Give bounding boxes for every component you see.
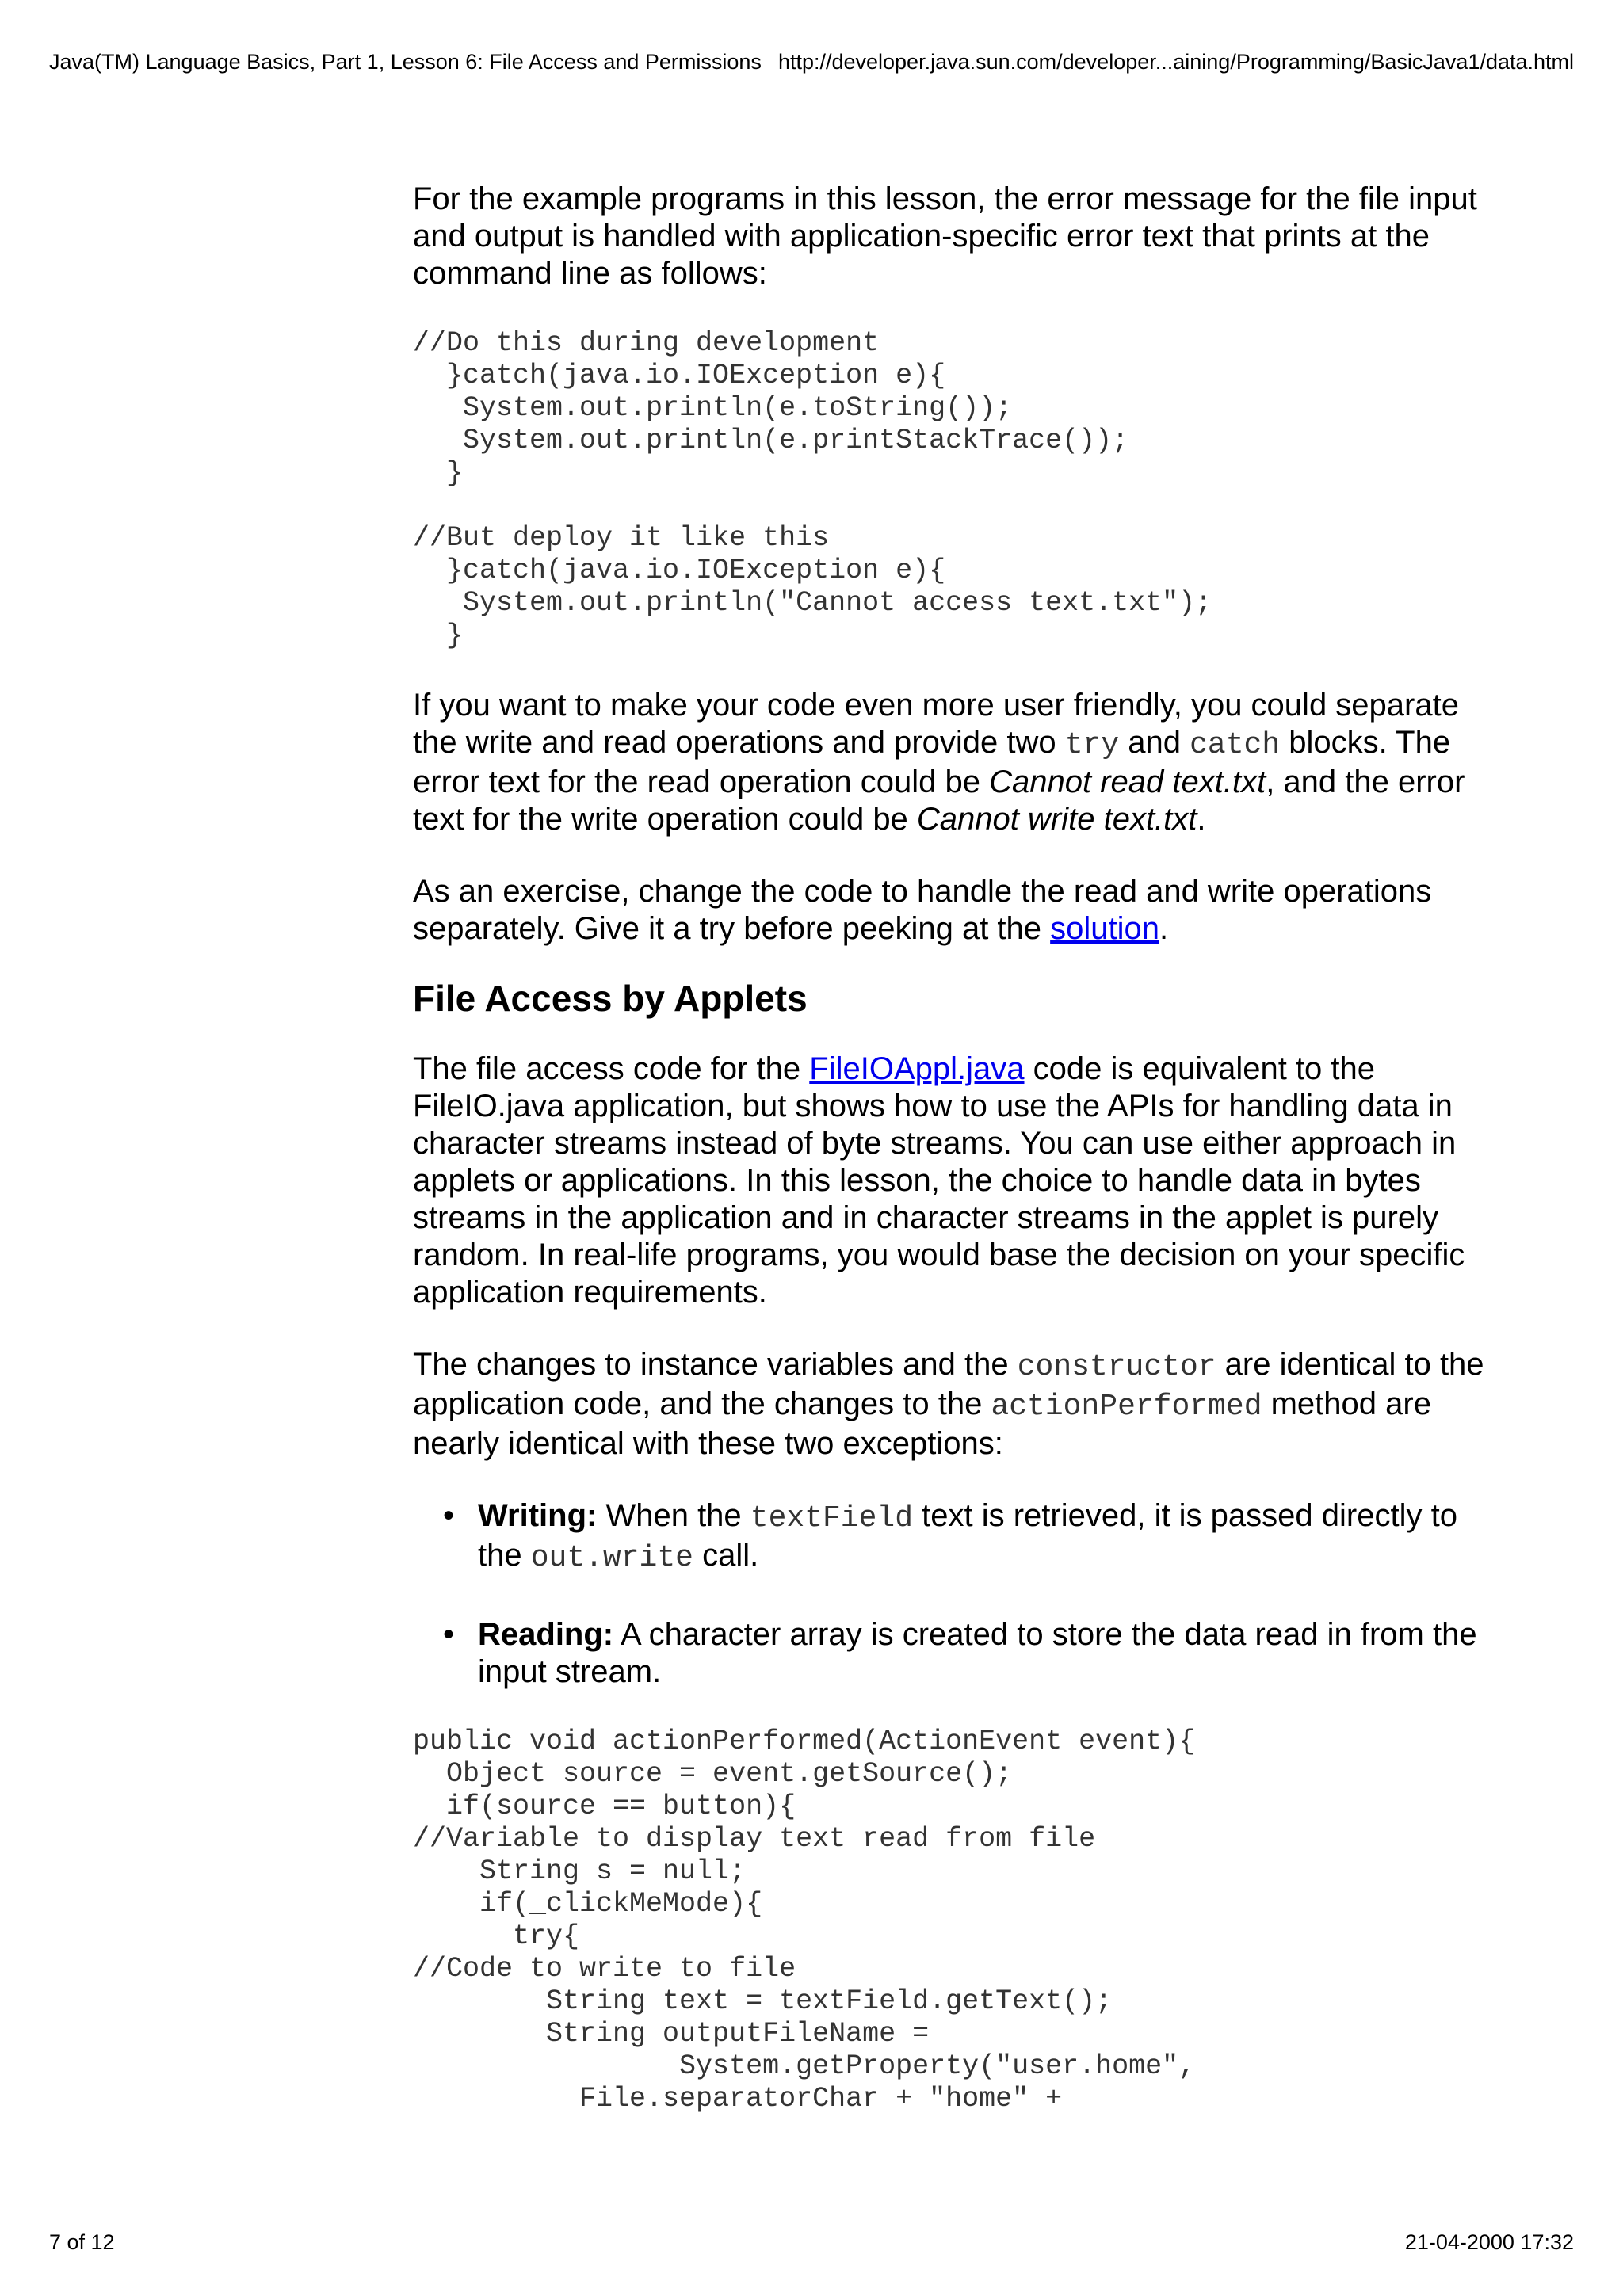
bullet-icon: • — [443, 1498, 455, 1533]
page-number: 7 of 12 — [49, 2230, 115, 2254]
header-title: Java(TM) Language Basics, Part 1, Lesson 6: File Access and Permissions — [49, 50, 762, 74]
text-span: A character array is created to store the data read in from the input stream. — [478, 1617, 1477, 1689]
text-span: call. — [693, 1538, 759, 1573]
list-item-reading — [413, 1616, 1491, 1691]
print-header — [49, 46, 1574, 78]
exceptions-list — [413, 1497, 1491, 1691]
text-span: The changes to instance variables and the — [413, 1347, 1018, 1382]
error-text-write: Cannot write text.txt — [916, 802, 1197, 837]
text-span: The file access code for the — [413, 1051, 810, 1086]
applet-access-paragraph — [413, 1051, 1491, 1311]
text-span: method are nearly identical with these two exceptions: — [413, 1386, 1431, 1461]
solution-link[interactable]: solution — [1050, 911, 1160, 946]
exercise-paragraph — [413, 873, 1491, 948]
user-friendly-paragraph — [413, 687, 1491, 838]
text-span: text is retrieved, it is passed directly to the — [478, 1498, 1457, 1573]
bullet-label: Writing: — [478, 1498, 598, 1533]
text-span: are identical to the application code, and the changes to the — [413, 1347, 1484, 1421]
text-span: . — [1159, 911, 1169, 946]
intro-paragraph: For the example programs in this lesson, the error message for the file input and output is handled with application-specific error text that prints at the command line as follows: — [413, 181, 1477, 291]
article-content — [413, 181, 1491, 2115]
text-span: If you want to make your code even more user friendly, you could separate the write and read operations and provide two — [413, 688, 1459, 760]
print-datetime: 21-04-2000 17:32 — [1404, 2230, 1574, 2254]
list-item-writing — [413, 1497, 1491, 1577]
fileioappl-link[interactable]: FileIOAppl.java — [809, 1051, 1025, 1086]
text-span: , and the error text for the write operation could be — [413, 765, 1465, 837]
error-handling-code-block: //Do this during development }catch(java.io.IOException e){ System.out.println(e.toString()); System.out.println(e.printStackTrace()); } //But deploy it like this }catch(java.io.IOException e){ System.out.println("Cannot access text.txt"); } — [413, 327, 1212, 651]
header-url: http://developer.java.sun.com/developer...aining/Programming/BasicJava1/data.html — [777, 50, 1574, 74]
text-span: . — [1197, 802, 1206, 837]
code-constructor: constructor — [1017, 1350, 1216, 1384]
code-actionperformed: actionPerformed — [991, 1390, 1262, 1424]
text-span: and — [1119, 725, 1190, 760]
section-heading: File Access by Applets — [413, 978, 808, 1019]
bullet-label: Reading: — [478, 1617, 614, 1652]
text-span: code is equivalent to the FileIO.java application, but shows how to use the APIs for handling data in character streams instead of byte streams. You can use either approach in applets or applications. In this lesson, the choice to handle data in bytes streams in the application and in character streams in the applet is purely random. In real-life programs, you would base the decision on your specific application requirements. — [413, 1051, 1465, 1310]
action-performed-code-block: public void actionPerformed(ActionEvent event){ Object source = event.getSource(); if(source == button){ //Variable to display text read from file String s = null; if(_clickMeMode){ try{ //Code to write to file String text = textField.getText(); String outputFileName = System.getProperty("user.home", File.separatorChar + "home" + — [413, 1726, 1196, 2115]
text-span: As an exercise, change the code to handle the read and write operations separately. Give it a try before peeking at the — [413, 874, 1432, 946]
list-spacer — [413, 1577, 1491, 1616]
code-textfield: textField — [750, 1501, 914, 1535]
text-span: When the — [597, 1498, 750, 1533]
code-try: try — [1064, 728, 1120, 762]
code-catch: catch — [1190, 728, 1281, 762]
text-span: blocks. The error text for the read operation could be — [413, 725, 1451, 799]
changes-paragraph — [413, 1346, 1491, 1463]
error-text-read: Cannot read text.txt — [989, 765, 1266, 799]
code-out-write: out.write — [530, 1541, 693, 1575]
bullet-icon: • — [443, 1617, 455, 1652]
print-footer — [49, 2226, 1574, 2258]
